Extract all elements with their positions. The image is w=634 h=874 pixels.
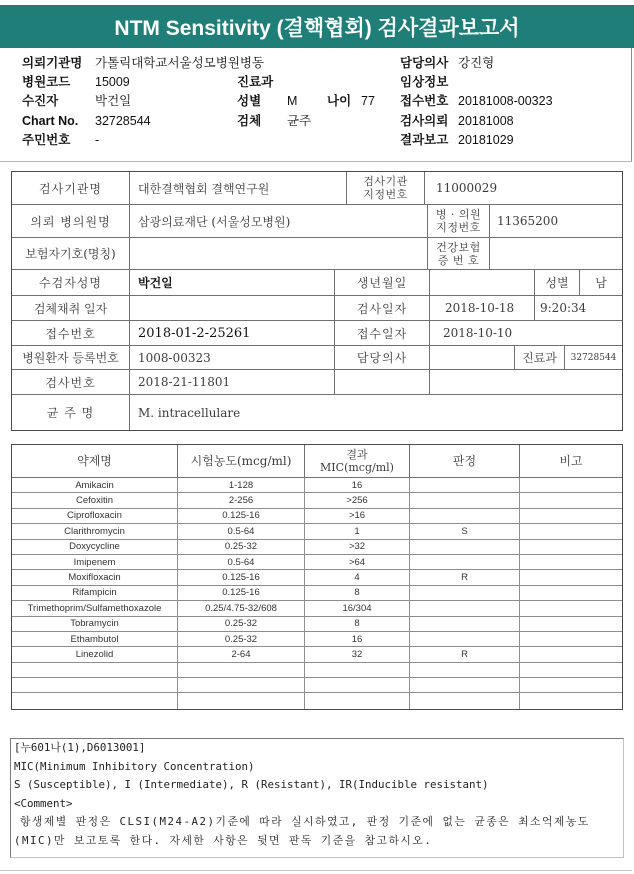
drug-cell-interpretation [410, 555, 520, 569]
row-hospital-patient [12, 346, 622, 370]
insurance-no-label: 건강보험 증 번 호 [428, 238, 490, 269]
drug-cell-range: 2-256 [178, 493, 305, 507]
drug-cell-interpretation: R [410, 647, 520, 661]
drug-cell-mic [305, 678, 410, 692]
age-label: 나이 [327, 94, 352, 108]
drug-row [12, 632, 622, 647]
drug-cell-remark [520, 617, 622, 631]
drug-cell-interpretation [410, 601, 520, 615]
drug-cell-mic: >256 [305, 493, 410, 507]
drug-cell-range: 0.125-16 [178, 509, 305, 523]
test-no-label: 검사번호 [12, 370, 130, 394]
patient-name-value: 박건일 [130, 270, 335, 295]
drug-table-body [12, 478, 622, 709]
drug-cell-interpretation [410, 663, 520, 677]
test-time-value: 9:20:34 [540, 301, 587, 315]
physician-value: 강진형 [458, 56, 495, 70]
insurer-label: 보험자기호(명칭) [12, 238, 130, 269]
drug-cell-mic: 1 [305, 524, 410, 538]
drug-cell-drug [12, 693, 178, 708]
referring-clinic-value: 삼광의료재단 (서울성모병원) [130, 205, 428, 237]
drug-cell-drug: Moxifloxacin [12, 570, 178, 584]
drug-cell-mic: 16 [305, 478, 410, 492]
drug-cell-range: 0.5-64 [178, 524, 305, 538]
patient-label: 수진자 [22, 94, 59, 108]
header-mic: 결과 MIC(mcg/ml) [305, 445, 410, 477]
drug-cell-interpretation [410, 678, 520, 692]
lab-name-label: 검사기관명 [12, 172, 130, 204]
drug-cell-range: 0.5-64 [178, 555, 305, 569]
specimen-value: 균주 [287, 114, 312, 128]
row-strain [12, 395, 622, 430]
drug-cell-range [178, 663, 305, 677]
drug-row [12, 601, 622, 616]
report-date-label: 결과보고 [400, 133, 449, 147]
age-value: 77 [361, 94, 375, 108]
drug-cell-interpretation [410, 693, 520, 708]
sex-value: M [287, 94, 298, 108]
drug-cell-interpretation [410, 493, 520, 507]
drug-cell-mic: >64 [305, 555, 410, 569]
clinic-id-value: 11365200 [497, 214, 559, 228]
drug-cell-interpretation [410, 632, 520, 646]
note-comment-heading: <Comment> [14, 796, 73, 810]
drug-row [12, 493, 622, 508]
note-comment-line-1: 항생제별 판정은 CLSI(M24-A2)기준에 따라 실시하였고, 판정 기준에 없는 균종은 최소억제농도 [20, 815, 590, 829]
drug-cell-drug: Tobramycin [12, 617, 178, 631]
drug-cell-drug [12, 663, 178, 677]
drug-row [12, 570, 622, 585]
lab-name-value: 대한결핵협회 결핵연구원 [130, 172, 347, 204]
header-range: 시험농도(mcg/ml) [178, 445, 305, 477]
accession-no-value: 20181008-00323 [458, 94, 553, 108]
referring-clinic-label: 의뢰 병의원명 [12, 205, 130, 237]
sex-value: 남 [595, 276, 607, 290]
drug-cell-remark [520, 678, 622, 692]
chart-no-label: Chart No. [22, 114, 79, 128]
department-value: 32728544 [570, 352, 617, 363]
specimen-label: 검체 [237, 114, 262, 128]
sex-label: 성별 [535, 270, 580, 295]
lab-id-value: 11000029 [436, 181, 498, 195]
department-label: 진료과 [515, 346, 565, 369]
drug-cell-remark [520, 693, 622, 708]
row-patient [12, 270, 622, 296]
accession-no-label: 접수번호 [400, 94, 449, 108]
test-date-label: 검사일자 [335, 296, 430, 320]
resident-no-value: - [95, 133, 100, 147]
note-legend: S (Susceptible), I (Intermediate), R (Resistant), IR(Inducible resistant) [14, 778, 489, 792]
requesting-institution-label: 의뢰기관명 [22, 56, 83, 70]
hospital-patient-no-label: 병원환자 등록번호 [12, 346, 130, 369]
hospital-code-label: 병원코드 [22, 75, 71, 89]
accession-no-value: 2018-01-2-25261 [130, 321, 335, 345]
drug-cell-mic: 32 [305, 647, 410, 661]
drug-cell-remark [520, 509, 622, 523]
empty-cell [335, 370, 430, 394]
received-date-value: 2018-10-10 [443, 326, 513, 340]
drug-row [12, 555, 622, 570]
drug-cell-drug: Imipenem [12, 555, 178, 569]
header-drug: 약제명 [12, 445, 178, 477]
drug-row [12, 524, 622, 539]
physician-label: 담당의사 [335, 346, 430, 369]
drug-cell-range: 0.25-32 [178, 617, 305, 631]
drug-susceptibility-table [11, 444, 623, 710]
insurance-no-value [490, 238, 622, 269]
drug-cell-mic [305, 663, 410, 677]
drug-cell-drug [12, 678, 178, 692]
test-no-value: 2018-21-11801 [130, 370, 335, 394]
test-date-value: 2018-10-18 [430, 296, 535, 320]
drug-cell-mic: 16/304 [305, 601, 410, 615]
resident-no-label: 주민번호 [22, 133, 71, 147]
drug-cell-range [178, 693, 305, 708]
hospital-patient-no-value: 1008-00323 [130, 346, 335, 369]
drug-cell-mic: >16 [305, 509, 410, 523]
report-title: NTM Sensitivity (결핵협회) 검사결과보고서 [114, 16, 520, 40]
drug-cell-range: 1-128 [178, 478, 305, 492]
drug-cell-remark [520, 478, 622, 492]
drug-table-header [12, 445, 622, 478]
drug-cell-mic: 8 [305, 617, 410, 631]
row-referring-clinic [12, 205, 622, 238]
drug-cell-range: 0.125-16 [178, 586, 305, 600]
drug-row [12, 586, 622, 601]
drug-cell-remark [520, 586, 622, 600]
physician-label: 담당의사 [400, 56, 449, 70]
drug-cell-remark [520, 555, 622, 569]
birth-date-label: 생년월일 [335, 270, 430, 295]
report-info-panel [0, 48, 632, 162]
drug-cell-range: 0.25-32 [178, 632, 305, 646]
drug-cell-interpretation [410, 617, 520, 631]
header-remark: 비고 [559, 453, 583, 468]
clinic-id-label: 병 · 의원 지정번호 [428, 205, 490, 237]
sex-label: 성별 [237, 94, 262, 108]
drug-cell-remark [520, 570, 622, 584]
collection-date-label: 검체채취 일자 [12, 296, 130, 320]
drug-cell-mic: 16 [305, 632, 410, 646]
empty-cell [430, 370, 622, 394]
drug-row [12, 647, 622, 662]
drug-row [12, 617, 622, 632]
drug-cell-mic: >32 [305, 540, 410, 554]
report-date-value: 20181029 [458, 133, 514, 147]
note-comment-line-2: (MIC)만 보고토록 한다. 자세한 사항은 뒷면 판독 기준을 참고하시오. [14, 833, 433, 847]
drug-cell-range: 0.125-16 [178, 570, 305, 584]
page-bottom-border [0, 870, 632, 871]
report-header [0, 5, 634, 48]
notes-box [10, 738, 624, 858]
drug-cell-range: 0.25/4.75-32/608 [178, 601, 305, 615]
blank-row [12, 663, 622, 678]
drug-row [12, 540, 622, 555]
collection-date-value [130, 296, 335, 320]
drug-cell-interpretation: S [410, 524, 520, 538]
drug-cell-remark [520, 601, 622, 615]
drug-cell-drug: Cefoxitin [12, 493, 178, 507]
drug-cell-range: 2-64 [178, 647, 305, 661]
blank-row [12, 678, 622, 693]
drug-cell-drug: Ethambutol [12, 632, 178, 646]
drug-cell-interpretation [410, 478, 520, 492]
drug-cell-drug: Amikacin [12, 478, 178, 492]
drug-cell-drug: Linezolid [12, 647, 178, 661]
row-insurer [12, 238, 622, 270]
drug-cell-interpretation [410, 540, 520, 554]
drug-cell-remark [520, 524, 622, 538]
received-date-label: 접수일자 [335, 321, 430, 345]
drug-cell-remark [520, 663, 622, 677]
patient-value: 박건일 [95, 94, 132, 108]
accession-no-label: 접수번호 [12, 321, 130, 345]
drug-cell-remark [520, 632, 622, 646]
department-label: 진료과 [237, 75, 274, 89]
chart-no-value: 32728544 [95, 114, 151, 128]
note-mic-definition: MIC(Minimum Inhibitory Concentration) [14, 759, 255, 773]
drug-cell-interpretation: R [410, 570, 520, 584]
requesting-institution-value: 가톨릭대학교서울성모병원병동 [95, 56, 265, 70]
report-table [11, 171, 623, 431]
drug-cell-mic [305, 693, 410, 708]
request-date-value: 20181008 [458, 114, 514, 128]
strain-label: 균 주 명 [12, 395, 130, 430]
drug-cell-drug: Trimethoprim/Sulfamethoxazole [12, 601, 178, 615]
lab-id-label: 검사기관 지정번호 [347, 172, 425, 204]
drug-row [12, 509, 622, 524]
physician-value [430, 346, 515, 369]
drug-cell-interpretation [410, 509, 520, 523]
blank-row [12, 693, 622, 708]
strain-value: M. intracellulare [138, 405, 241, 420]
drug-cell-range: 0.25-32 [178, 540, 305, 554]
drug-cell-remark [520, 647, 622, 661]
request-date-label: 검사의뢰 [400, 114, 449, 128]
drug-cell-range [178, 678, 305, 692]
drug-cell-drug: Ciprofloxacin [12, 509, 178, 523]
drug-cell-mic: 4 [305, 570, 410, 584]
row-test-no [12, 370, 622, 395]
drug-cell-mic: 8 [305, 586, 410, 600]
drug-cell-interpretation [410, 586, 520, 600]
clinical-info-label: 임상정보 [400, 75, 449, 89]
row-accession [12, 321, 622, 346]
hospital-code-value: 15009 [95, 75, 130, 89]
row-lab [12, 172, 622, 205]
drug-cell-drug: Clarithromycin [12, 524, 178, 538]
insurer-value [130, 238, 428, 269]
birth-date-value [430, 270, 535, 295]
header-interpretation: 판정 [410, 445, 520, 477]
drug-row [12, 478, 622, 493]
drug-cell-remark [520, 493, 622, 507]
drug-cell-remark [520, 540, 622, 554]
drug-cell-drug: Doxycycline [12, 540, 178, 554]
row-collection [12, 296, 622, 321]
drug-cell-drug: Rifampicin [12, 586, 178, 600]
note-code: [누601나(1),D6013001] [14, 741, 146, 754]
patient-name-label: 수검자성명 [12, 270, 130, 295]
